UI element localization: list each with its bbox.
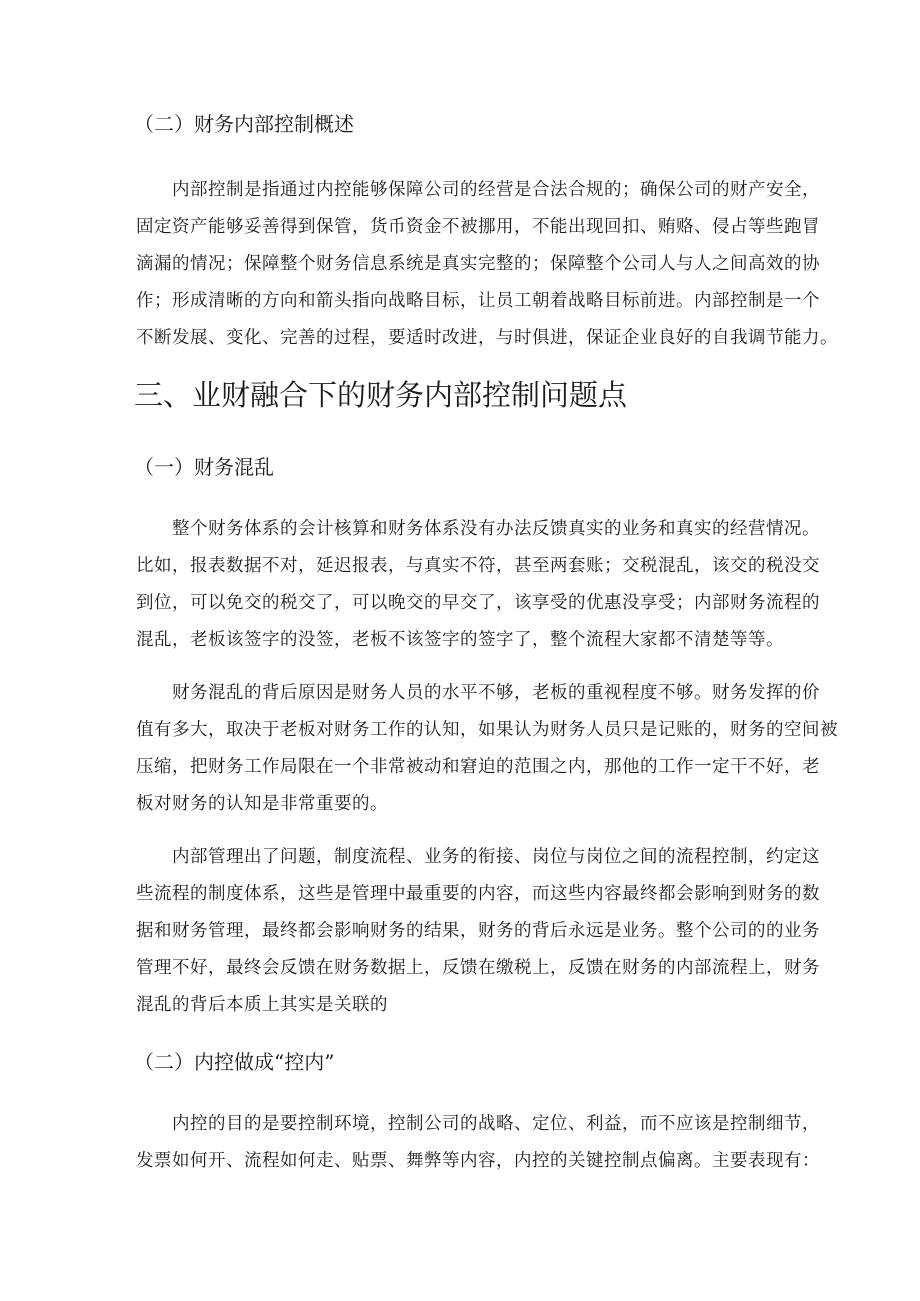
text-line: 比如，报表数据不对，延迟报表，与真实不符，甚至两套账；交税混乱，该交的税没交 (136, 556, 820, 576)
text-line: 板对财务的认知是非常重要的。 (136, 794, 388, 814)
section-heading: （二）财务内部控制概述 (134, 112, 354, 136)
text-line: 值有多大，取决于老板对财务工作的认知，如果认为财务人员只是记账的，财务的空间被 (136, 720, 838, 740)
text-line: 财务混乱的背后原因是财务人员的水平不够，老板的重视程度不够。财务发挥的价 (172, 683, 820, 703)
text-line: 内部管理出了问题，制度流程、业务的衔接、岗位与岗位之间的流程控制，约定这 (172, 847, 820, 867)
chapter-heading: 三、业财融合下的财务内部控制问题点 (134, 378, 628, 412)
text-line: 发票如何开、流程如何走、贴票、舞弊等内容，内控的关键控制点偏离。主要表现有： (136, 1151, 820, 1171)
section-heading: （一）财务混乱 (134, 455, 274, 479)
text-line: 混乱的背后本质上其实是关联的 (136, 995, 388, 1015)
text-line: 滴漏的情况；保障整个财务信息系统是真实完整的；保障整个公司人与人之间高效的协 (136, 254, 820, 274)
text-line: 内控的目的是要控制环境，控制公司的战略、定位、利益，而不应该是控制细节， (172, 1114, 820, 1134)
text-line: 内部控制是指通过内控能够保障公司的经营是合法合规的；确保公司的财产安全， (172, 180, 820, 200)
text-line: 管理不好，最终会反馈在财务数据上，反馈在缴税上，反馈在财务的内部流程上，财务 (136, 958, 820, 978)
text-line: 整个财务体系的会计核算和财务体系没有办法反馈真实的业务和真实的经营情况。 (172, 519, 820, 539)
text-line: 些流程的制度体系，这些是管理中最重要的内容，而这些内容最终都会影响到财务的数 (136, 884, 820, 904)
text-line: 到位，可以免交的税交了，可以晚交的早交了，该享受的优惠没享受；内部财务流程的 (136, 593, 820, 613)
text-line: 混乱，老板该签字的没签，老板不该签字的签字了，整个流程大家都不清楚等等。 (136, 630, 784, 650)
text-line: 固定资产能够妥善得到保管，货币资金不被挪用，不能出现回扣、贿赂、侵占等些跑冒 (136, 217, 820, 237)
text-line: 据和财务管理，最终都会影响财务的结果，财务的背后永远是业务。整个公司的的业务 (136, 921, 820, 941)
section-heading: （二）内控做成“控内” (134, 1050, 335, 1074)
text-line: 作；形成清晰的方向和箭头指向战略目标，让员工朝着战略目标前进。内部控制是一个 (136, 291, 820, 311)
text-line: 压缩，把财务工作局限在一个非常被动和窘迫的范围之内，那他的工作一定干不好，老 (136, 757, 820, 777)
text-line: 不断发展、变化、完善的过程，要适时改进，与时俱进，保证企业良好的自我调节能力。 (136, 328, 838, 348)
